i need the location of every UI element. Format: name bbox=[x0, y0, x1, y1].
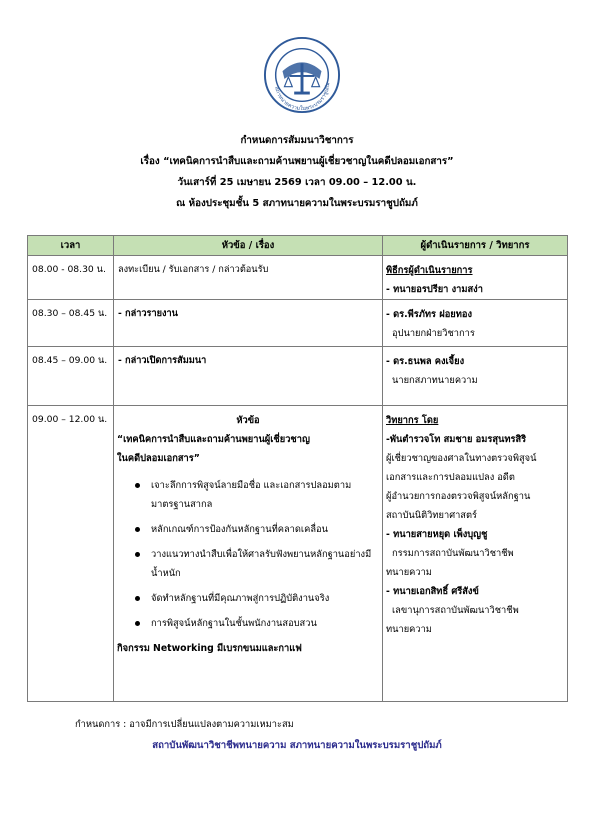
speaker-heading: วิทยากร โดย bbox=[386, 415, 439, 426]
table-row bbox=[28, 406, 568, 702]
speaker-name: - ทนายสายหยุด เพ็งบุญชู bbox=[386, 529, 488, 540]
speaker-role: เลขานุการสถาบันพัฒนาวิชาชีพ bbox=[392, 605, 519, 616]
topic-heading: หัวข้อ bbox=[236, 415, 260, 426]
speaker-name: - ทนายอรปรียา งามสง่า bbox=[386, 284, 483, 295]
bullet-icon bbox=[135, 483, 140, 488]
networking-note: กิจกรรม Networking มีเบรกขนมและกาแฟ bbox=[117, 643, 302, 654]
table-header-row bbox=[28, 236, 568, 256]
table-row bbox=[28, 347, 568, 406]
list-item: เจาะลึกการพิสูจน์ลายมือชื่อ และเอกสารปลอมตาม มาตรฐานสากล bbox=[117, 476, 379, 514]
bullet-icon bbox=[135, 596, 140, 601]
time-cell: 08.45 – 09.00 น. bbox=[28, 347, 114, 406]
topic-list bbox=[117, 476, 379, 633]
bullet-icon bbox=[135, 527, 140, 532]
topic-cell: - กล่าวเปิดการสัมมนา bbox=[114, 347, 383, 406]
topic-title-line: “เทคนิคการนำสืบและถามค้านพยานผู้เชี่ยวชาญ bbox=[117, 434, 310, 445]
speaker-role: กรรมการสถาบันพัฒนาวิชาชีพ bbox=[392, 548, 514, 559]
organization-name: สถาบันพัฒนาวิชาชีพทนายความ สภาทนายความในพระบรมราชูปถัมภ์ bbox=[152, 740, 442, 751]
column-header-time: เวลา bbox=[28, 236, 114, 256]
seminar-venue: ณ ห้องประชุมชั้น 5 สภาทนายความในพระบรมราชูปถัมภ์ bbox=[176, 198, 418, 209]
speaker-role: ผู้เชี่ยวชาญของศาลในทางตรวจพิสูจน์ bbox=[386, 453, 537, 464]
lawyers-council-seal-icon bbox=[263, 36, 341, 114]
time-cell: 08.30 – 08.45 น. bbox=[28, 300, 114, 347]
page-title: กำหนดการสัมมนาวิชาการ bbox=[240, 135, 354, 146]
seminar-subject: เรื่อง “เทคนิคการนำสืบและถามค้านพยานผู้เชี่ยวชาญในคดีปลอมเอกสาร” bbox=[140, 156, 454, 167]
topic-cell: - กล่าวรายงาน bbox=[114, 300, 383, 347]
speaker-role: เอกสารและการปลอมแปลง อดีต bbox=[386, 472, 515, 483]
column-header-speakers: ผู้ดำเนินรายการ / วิทยากร bbox=[383, 236, 568, 256]
seminar-date-time: วันเสาร์ที่ 25 เมษายน 2569 เวลา 09.00 – 12.00 น. bbox=[177, 177, 417, 188]
topic-cell bbox=[114, 406, 383, 702]
speaker-name: - ดร.ธนพล คงเจี้ยง bbox=[386, 356, 465, 367]
speaker-name: -พันตำรวจโท สมชาย อมรสุนทรสิริ bbox=[386, 434, 527, 445]
topic-title-line: ในคดีปลอมเอกสาร” bbox=[117, 453, 200, 464]
speaker-role: ทนายความ bbox=[386, 567, 432, 578]
time-cell: 08.00 - 08.30 น. bbox=[28, 256, 114, 300]
speaker-name: - ทนายเอกสิทธิ์ ศรีสังข์ bbox=[386, 586, 479, 597]
time-cell: 09.00 – 12.00 น. bbox=[28, 406, 114, 702]
speaker-role: สถาบันนิติวิทยาศาสตร์ bbox=[386, 510, 478, 521]
speaker-role: นายกสภาทนายความ bbox=[392, 375, 478, 386]
speaker-cell bbox=[383, 256, 568, 300]
speaker-name: - ดร.พีรภัทร ฝอยทอง bbox=[386, 309, 472, 320]
speaker-role: ทนายความ bbox=[386, 624, 432, 635]
list-item: วางแนวทางนำสืบเพื่อให้ศาลรับฟังพยานหลักฐานอย่างมี น้ำหนัก bbox=[117, 545, 379, 583]
speaker-heading: พิธีกรผู้ดำเนินรายการ bbox=[386, 265, 473, 276]
table-row bbox=[28, 300, 568, 347]
topic-cell: ลงทะเบียน / รับเอกสาร / กล่าวต้อนรับ bbox=[114, 256, 383, 300]
speaker-role: ผู้อำนวยการกองตรวจพิสูจน์หลักฐาน bbox=[386, 491, 531, 502]
list-item: หลักเกณฑ์การป้องกันหลักฐานที่คลาดเคลื่อน bbox=[117, 520, 379, 539]
schedule-table bbox=[27, 235, 568, 702]
list-item: จัดทำหลักฐานที่มีคุณภาพสู่การปฏิบัติงานจริง bbox=[117, 589, 379, 608]
speaker-role: อุปนายกฝ่ายวิชาการ bbox=[392, 328, 475, 339]
bullet-icon bbox=[135, 552, 140, 557]
list-item: การพิสูจน์หลักฐานในชั้นพนักงานสอบสวน bbox=[117, 614, 379, 633]
column-header-topic: หัวข้อ / เรื่อง bbox=[114, 236, 383, 256]
table-row bbox=[28, 256, 568, 300]
speaker-cell bbox=[383, 406, 568, 702]
schedule-note: กำหนดการ : อาจมีการเปลี่ยนแปลงตามความเหมาะสม bbox=[75, 719, 294, 730]
speaker-cell bbox=[383, 300, 568, 347]
bullet-icon bbox=[135, 621, 140, 626]
speaker-cell bbox=[383, 347, 568, 406]
svg-text:สภาทนายความในพระบรมราชูปถัมภ์: สภาทนายความในพระบรมราชูปถัม bbox=[273, 82, 332, 113]
